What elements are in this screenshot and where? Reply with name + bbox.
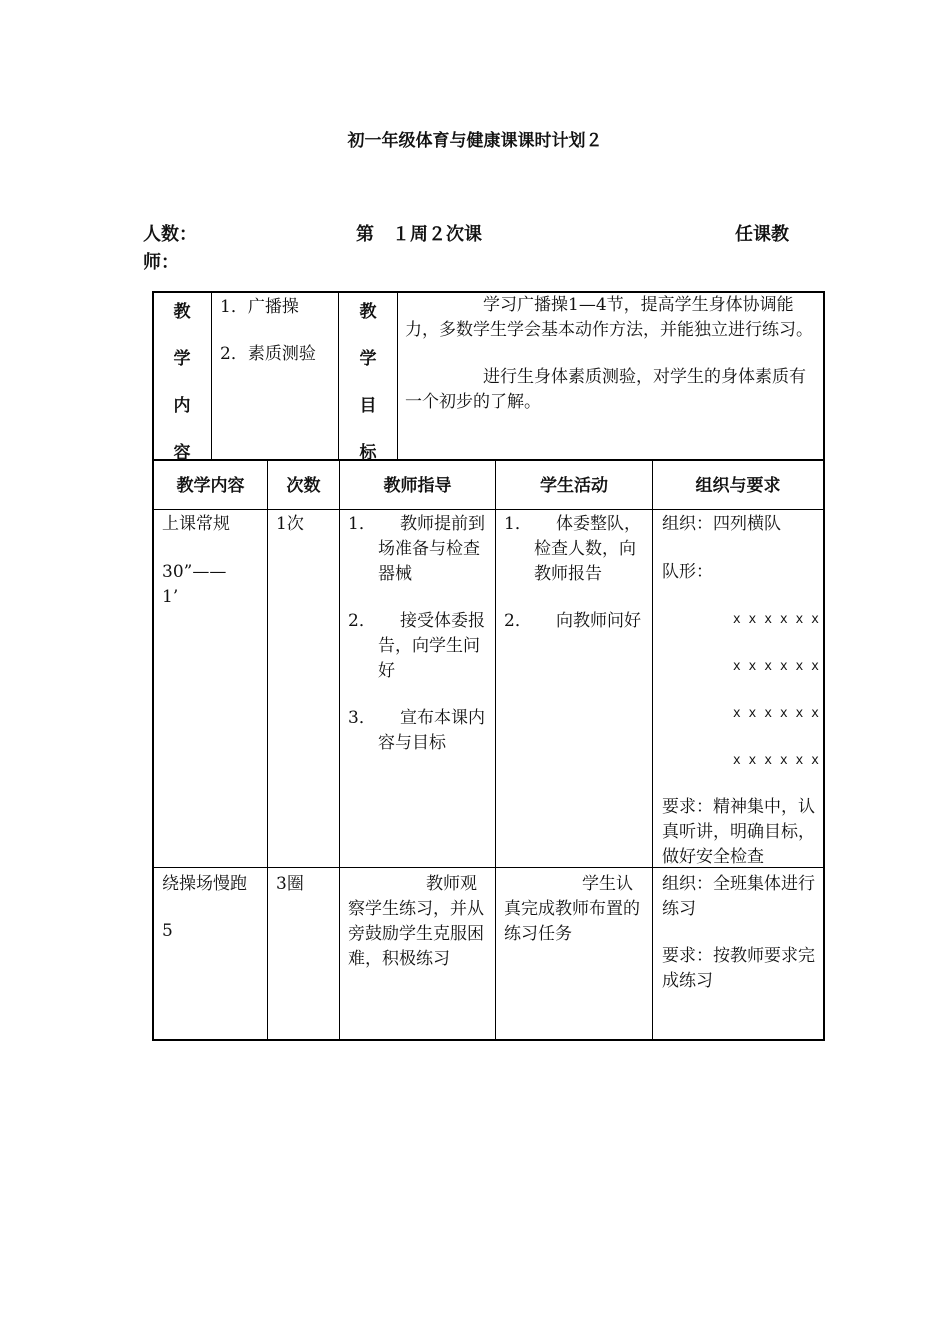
row1-requirement: 要求：精神集中，认真听讲，明确目标，做好安全检查 [662,797,815,867]
content-item: 1．广播操 [220,297,299,317]
people-label: 人数： [143,224,197,245]
formation-row: x x x x x x [732,706,819,721]
row1-teacher-item: 2． 接受体委报告，向学生问好 [348,611,485,681]
row2-content: 绕操场慢跑 [162,874,247,894]
row1-teacher-cell [348,512,488,756]
row2-requirement: 要求：按教师要求完成练习 [662,946,815,991]
teacher-label-cont: 师： [143,252,179,273]
goal-text [405,293,819,415]
week-label: 第 １周２次课 [356,224,482,245]
row1-count: 1次 [276,514,304,534]
row2-minutes: 5 [162,921,173,941]
page-title: 初一年级体育与健康课课时计划２ [347,131,603,151]
row1-content-cell [162,512,265,610]
row2-count: 3圈 [276,874,304,894]
row1-org: 组织：四列横队 [662,514,781,534]
content-item: 2．素质测验 [220,344,316,364]
row2-org: 组织：全班集体进行练习 [662,874,815,919]
row2-organization-cell [662,872,819,994]
column-header-student: 学生活动 [540,476,608,496]
row1-formation-label: 队形： [662,562,713,582]
content-items [220,295,335,367]
row1-time-cont: 1’ [162,587,179,607]
formation-row: x x x x x x [732,659,819,674]
goal-paragraph: 进行生身体素质测验，对学生的身体素质有一个初步的了解。 [405,367,806,412]
row2-teacher: 教师观察学生练习，并从旁鼓励学生克服困难，积极练习 [348,874,484,969]
row1-time: 30”—— [162,562,227,582]
row1-content: 上课常规 [162,514,230,534]
column-header-teacher: 教师指导 [383,476,452,496]
column-header-organization: 组织与要求 [695,476,781,496]
formation-row: x x x x x x [732,612,819,627]
row1-student-cell [504,512,646,634]
row1-teacher-item: 1． 教师提前到场准备与检查器械 [348,514,485,584]
row1-organization-cell [662,512,819,870]
row1-teacher-item: 3． 宣布本课内容与目标 [348,708,485,753]
column-header-count: 次数 [286,476,321,496]
row2-content-cell [162,872,265,944]
teacher-label: 任课教 [735,224,789,245]
formation-row: x x x x x x [732,753,819,768]
row2-student: 学生认真完成教师布置的练习任务 [504,874,640,944]
row1-student-item: 1． 体委整队，检查人数，向教师报告 [504,514,641,584]
goal-paragraph: 学习广播操1—4节，提高学生身体协调能力，多数学生学会基本动作方法，并能独立进行练习。 [405,295,813,340]
row1-student-item: 2． 向教师问好 [504,611,641,631]
column-header-content: 教学内容 [176,476,245,496]
